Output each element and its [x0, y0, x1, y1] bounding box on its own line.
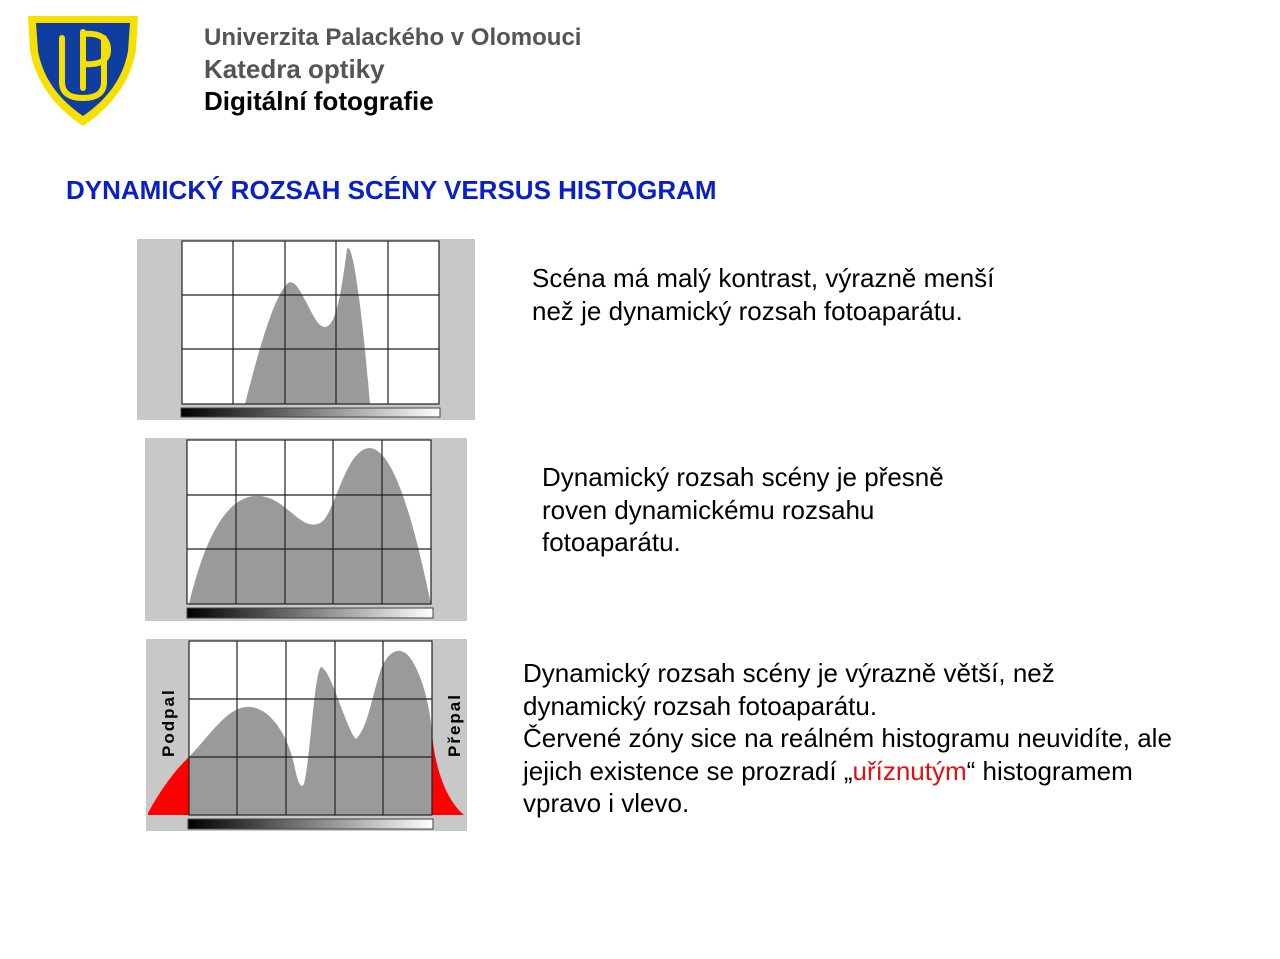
label-prepal: Přepal	[445, 693, 464, 757]
slide-title: DYNAMICKÝ ROZSAH SCÉNY VERSUS HISTOGRAM	[66, 175, 717, 205]
label-podpal: Podpal	[159, 688, 178, 757]
description-matching-range: Dynamický rozsah scény je přesně roven dynamickému rozsahu fotoaparátu.	[542, 462, 944, 557]
university-logo-icon	[24, 10, 142, 128]
description-line-highlight: jejich existence se prozradí „uříznutým“ histogramem	[523, 755, 1133, 786]
description-low-contrast: Scéna má malý kontrast, výrazně menší než je dynamický rozsah fotoaparátu.	[532, 263, 995, 326]
description-clipped: Dynamický rozsah scény je výrazně větší, než dynamický rozsah fotoaparátu. Červené zóny sice na reálném histogramu neuvidíte, ale jejich existence se prozradí „uříznutým“ histogramem vpravo i vlevo.	[523, 658, 1172, 818]
histogram-clipped	[146, 639, 467, 831]
highlight-word: uříznutým	[852, 755, 967, 786]
department-name: Katedra optiky	[204, 54, 385, 84]
course-name: Digitální fotografie	[204, 86, 434, 116]
university-name: Univerzita Palackého v Olomouci	[204, 24, 582, 51]
histogram-low-contrast	[137, 239, 475, 420]
histogram-matching-range	[145, 438, 467, 621]
